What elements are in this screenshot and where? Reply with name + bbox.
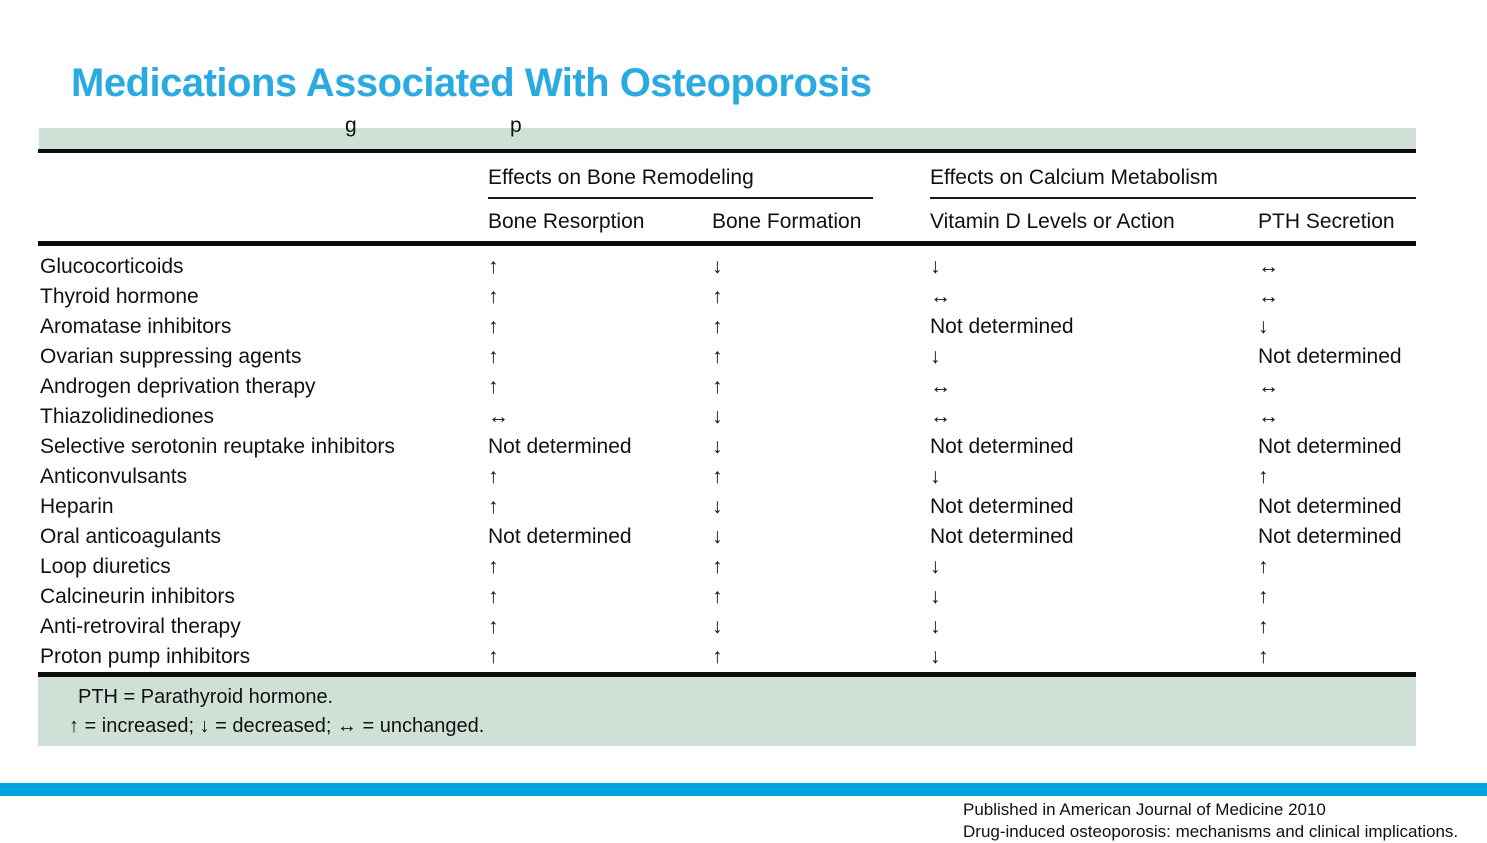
table-row	[0, 612, 1487, 642]
effect-cell: ↑	[712, 315, 723, 338]
effect-cell: ↓	[712, 525, 723, 548]
table-footnote-band	[38, 677, 1416, 746]
effect-cell: ↑	[488, 615, 499, 638]
effect-cell: Not determined	[1258, 525, 1402, 548]
footnote-line: ↑ = increased; ↓ = decreased; ↔ = unchanged.	[69, 715, 485, 737]
effect-cell: ↑	[488, 495, 499, 518]
effect-cell: Not determined	[488, 525, 632, 548]
effect-cell: ↑	[488, 645, 499, 668]
drug-name-cell: Loop diuretics	[40, 555, 171, 578]
drug-name-cell: Glucocorticoids	[40, 255, 184, 278]
page-title: Medications Associated With Osteoporosis	[71, 61, 872, 105]
effect-cell: ↓	[712, 405, 723, 428]
column-header-pth-secretion: PTH Secretion	[1258, 210, 1395, 233]
effect-cell: ↑	[712, 375, 723, 398]
effect-cell: ↓	[712, 435, 723, 458]
drug-name-cell: Calcineurin inhibitors	[40, 585, 235, 608]
drug-name-cell: Thyroid hormone	[40, 285, 199, 308]
table-row	[0, 432, 1487, 462]
effect-cell: ↓	[1258, 315, 1269, 338]
column-header-bone-formation: Bone Formation	[712, 210, 862, 233]
effect-cell: ↓	[930, 585, 941, 608]
effect-cell: ↑	[1258, 585, 1269, 608]
drug-name-cell: Thiazolidinediones	[40, 405, 214, 428]
table-row	[0, 372, 1487, 402]
effect-cell: ↓	[930, 615, 941, 638]
bottom-accent-bar	[0, 783, 1487, 796]
table-row	[0, 642, 1487, 672]
effect-cell: ↑	[488, 345, 499, 368]
effect-cell: ↑	[712, 645, 723, 668]
effect-cell: Not determined	[930, 315, 1074, 338]
drug-name-cell: Aromatase inhibitors	[40, 315, 232, 338]
attribution-line: Published in American Journal of Medicine 2010	[963, 800, 1326, 819]
effect-cell: ↓	[712, 255, 723, 278]
effect-cell: Not determined	[930, 525, 1074, 548]
effect-cell: ↑	[712, 345, 723, 368]
effect-cell: ↓	[930, 555, 941, 578]
effect-cell: ↔	[930, 405, 951, 428]
effect-cell: ↑	[1258, 645, 1269, 668]
effect-cell: ↑	[712, 465, 723, 488]
effect-cell: ↑	[1258, 465, 1269, 488]
column-group-bone-remodeling: Effects on Bone Remodeling	[488, 166, 754, 189]
effect-cell: ↑	[488, 465, 499, 488]
table-row	[0, 282, 1487, 312]
effect-cell: ↑	[1258, 555, 1269, 578]
effect-cell: Not determined	[488, 435, 632, 458]
table-row	[0, 252, 1487, 282]
clipped-text-fragment: p	[510, 114, 522, 137]
effect-cell: ↔	[1258, 405, 1279, 428]
drug-name-cell: Proton pump inhibitors	[40, 645, 251, 668]
effect-cell: ↑	[488, 585, 499, 608]
effect-cell: ↓	[930, 345, 941, 368]
table-row	[0, 402, 1487, 432]
drug-name-cell: Androgen deprivation therapy	[40, 375, 316, 398]
table-row	[0, 492, 1487, 522]
effect-cell: ↔	[1258, 285, 1279, 308]
attribution	[963, 799, 1458, 843]
effect-cell: ↑	[488, 255, 499, 278]
footnote-line: PTH = Parathyroid hormone.	[78, 686, 334, 708]
effect-cell: ↔	[930, 375, 951, 398]
effect-cell: ↑	[488, 375, 499, 398]
effect-cell: ↑	[488, 285, 499, 308]
effect-cell: Not determined	[1258, 345, 1402, 368]
effect-cell: ↓	[930, 465, 941, 488]
effect-cell: ↓	[930, 255, 941, 278]
effect-cell: ↓	[712, 495, 723, 518]
attribution-line: Drug-induced osteoporosis: mechanisms and clinical implications.	[963, 822, 1459, 841]
clipped-text-fragment: g	[345, 114, 357, 137]
effect-cell: ↓	[930, 645, 941, 668]
column-header-vitamin-d: Vitamin D Levels or Action	[930, 210, 1175, 233]
effect-cell: ↑	[712, 285, 723, 308]
effect-cell: ↔	[930, 285, 951, 308]
effect-cell: ↑	[712, 585, 723, 608]
drug-name-cell: Oral anticoagulants	[40, 525, 221, 548]
effect-cell: ↑	[712, 555, 723, 578]
drug-name-cell: Heparin	[40, 495, 114, 518]
table-row	[0, 582, 1487, 612]
table-row	[0, 522, 1487, 552]
effect-cell: ↔	[1258, 375, 1279, 398]
effect-cell: Not determined	[930, 495, 1074, 518]
effect-cell: ↓	[712, 615, 723, 638]
drug-name-cell: Ovarian suppressing agents	[40, 345, 302, 368]
effect-cell: ↑	[488, 555, 499, 578]
table-row	[0, 552, 1487, 582]
effect-cell: Not determined	[1258, 435, 1402, 458]
effect-cell: ↑	[1258, 615, 1269, 638]
table-row	[0, 342, 1487, 372]
effect-cell: ↑	[488, 315, 499, 338]
effect-cell: ↔	[1258, 255, 1279, 278]
table-row	[0, 462, 1487, 492]
effect-cell: Not determined	[1258, 495, 1402, 518]
column-group-calcium-metabolism: Effects on Calcium Metabolism	[930, 166, 1218, 189]
table-row	[0, 312, 1487, 342]
drug-name-cell: Anticonvulsants	[40, 465, 188, 488]
effect-cell: Not determined	[930, 435, 1074, 458]
drug-name-cell: Anti-retroviral therapy	[40, 615, 241, 638]
column-header-bone-resorption: Bone Resorption	[488, 210, 645, 233]
drug-name-cell: Selective serotonin reuptake inhibitors	[40, 435, 395, 458]
effect-cell: ↔	[488, 405, 509, 428]
